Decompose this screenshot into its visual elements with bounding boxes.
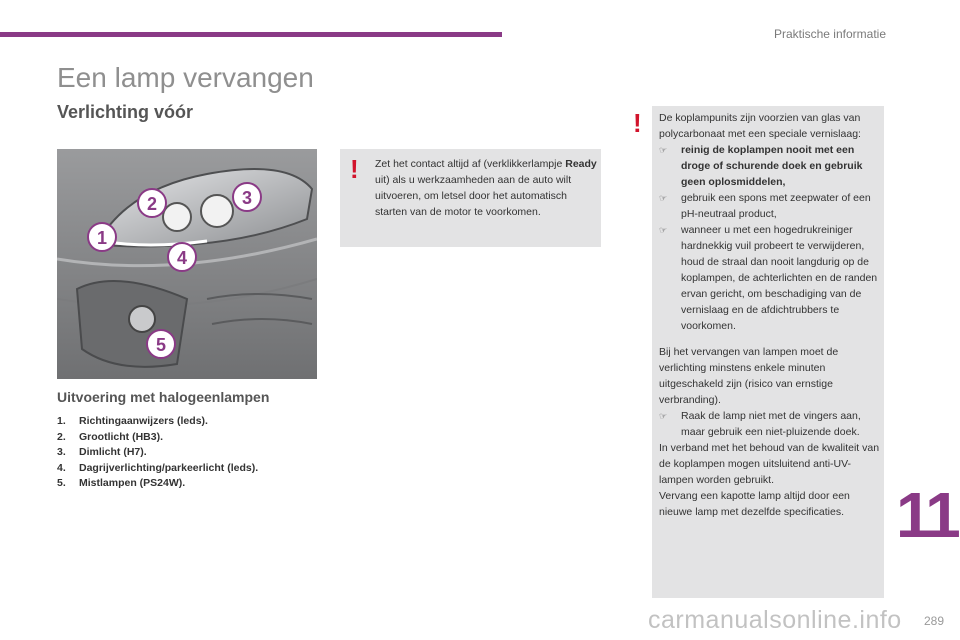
list-item: 4. Dagrijverlichting/parkeerlicht (leds). <box>57 461 259 474</box>
list-item: 1. Richtingaanwijzers (leds). <box>57 415 208 427</box>
callout-4 <box>168 243 196 271</box>
list-item: ☞ wanneer u met een hogedrukreiniger hardnekkig vuil probeert te verwijderen, houd de straal dan nooit langdurig op de koplampen, de achterlichten en de randen ervan gericht, om beschadiging van de vernislaag en de afdichtrubbers te voorkomen. <box>659 224 878 332</box>
svg-text:2: 2 <box>146 194 158 214</box>
section-header: Praktische informatie <box>773 27 886 41</box>
svg-text:3: 3 <box>241 188 253 208</box>
headlamp-photo <box>57 149 317 379</box>
list-item: ☞ reinig de koplampen nooit met een droge of schurende doek en gebruik geen oplosmiddelen, <box>659 144 863 188</box>
list-item: 5. Mistlampen (PS24W). <box>57 477 186 489</box>
warning-text: Zet het contact altijd af (verklikkerlampje Ready uit) als u werkzaamheden aan de auto wilt uitvoeren, om letsel door het automatisch starten van de motor te voorkomen. <box>375 158 597 218</box>
callout-2 <box>138 189 166 217</box>
warning-box-ignition <box>340 149 601 247</box>
warning-icon: ! <box>633 108 642 138</box>
warning-box-headlamp-care <box>652 106 884 598</box>
hand-pointer-icon: ☞ <box>659 193 668 203</box>
chapter-number: 11 <box>896 479 958 551</box>
hand-pointer-icon: ☞ <box>659 411 668 421</box>
callout-5 <box>147 330 175 358</box>
parts-list <box>57 414 317 492</box>
hand-pointer-icon: ☞ <box>659 145 668 155</box>
page-number: 289 <box>923 614 944 628</box>
svg-text:4: 4 <box>176 248 188 268</box>
list-item: 3. Dimlicht (H7). <box>57 446 147 458</box>
list-item: 2. Grootlicht (HB3). <box>57 430 163 443</box>
svg-text:5: 5 <box>155 335 167 355</box>
hand-pointer-icon: ☞ <box>659 225 668 235</box>
list-item: ☞ gebruik een spons met zeepwater of een pH-neutraal product, <box>659 192 871 220</box>
watermark: carmanualsonline.info <box>648 606 902 634</box>
halogen-heading: Uitvoering met halogeenlampen <box>57 389 270 405</box>
callout-3 <box>233 183 261 211</box>
top-accent-bar <box>0 32 502 37</box>
section-subtitle: Verlichting vóór <box>57 102 194 122</box>
list-item: ☞ Raak de lamp niet met de vingers aan, maar gebruik een niet-pluizende doek. <box>659 410 861 438</box>
page-title: Een lamp vervangen <box>57 62 314 93</box>
callout-1 <box>88 223 116 251</box>
warning-text: De koplampunits zijn voorzien van glas van polycarbonaat met een speciale vernislaag: ☞ reinig de koplampen nooit met een droge of schurende doek en gebruik geen oplosmiddelen, ☞ gebruik een spons met zeepwater of een pH-neutraal product, ☞ wanneer u met een hogedrukreiniger hardnekkig vuil probeert te verwijderen, houd de straal dan nooit langdurig op de koplampen, de achterlichten en de randen ervan gericht, om beschadiging van de vernislaag en de afdichtrubbers te voorkomen. Bij het vervangen van lampen moet de verlichting minstens enkele minuten uitgeschakeld zijn (risico van ernstige verbranding). ☞ Raak de lamp niet met de vingers aan, maar gebruik een niet-pluizende doek. In verband met het behoud van de kwaliteit van de koplampen mogen uitsluitend anti-UV-lampen worden gebruikt. Vervang een kapotte lamp altijd door een nieuwe lamp met dezelfde specificaties. <box>659 112 880 518</box>
svg-text:1: 1 <box>96 228 108 248</box>
warning-icon: ! <box>350 154 359 184</box>
